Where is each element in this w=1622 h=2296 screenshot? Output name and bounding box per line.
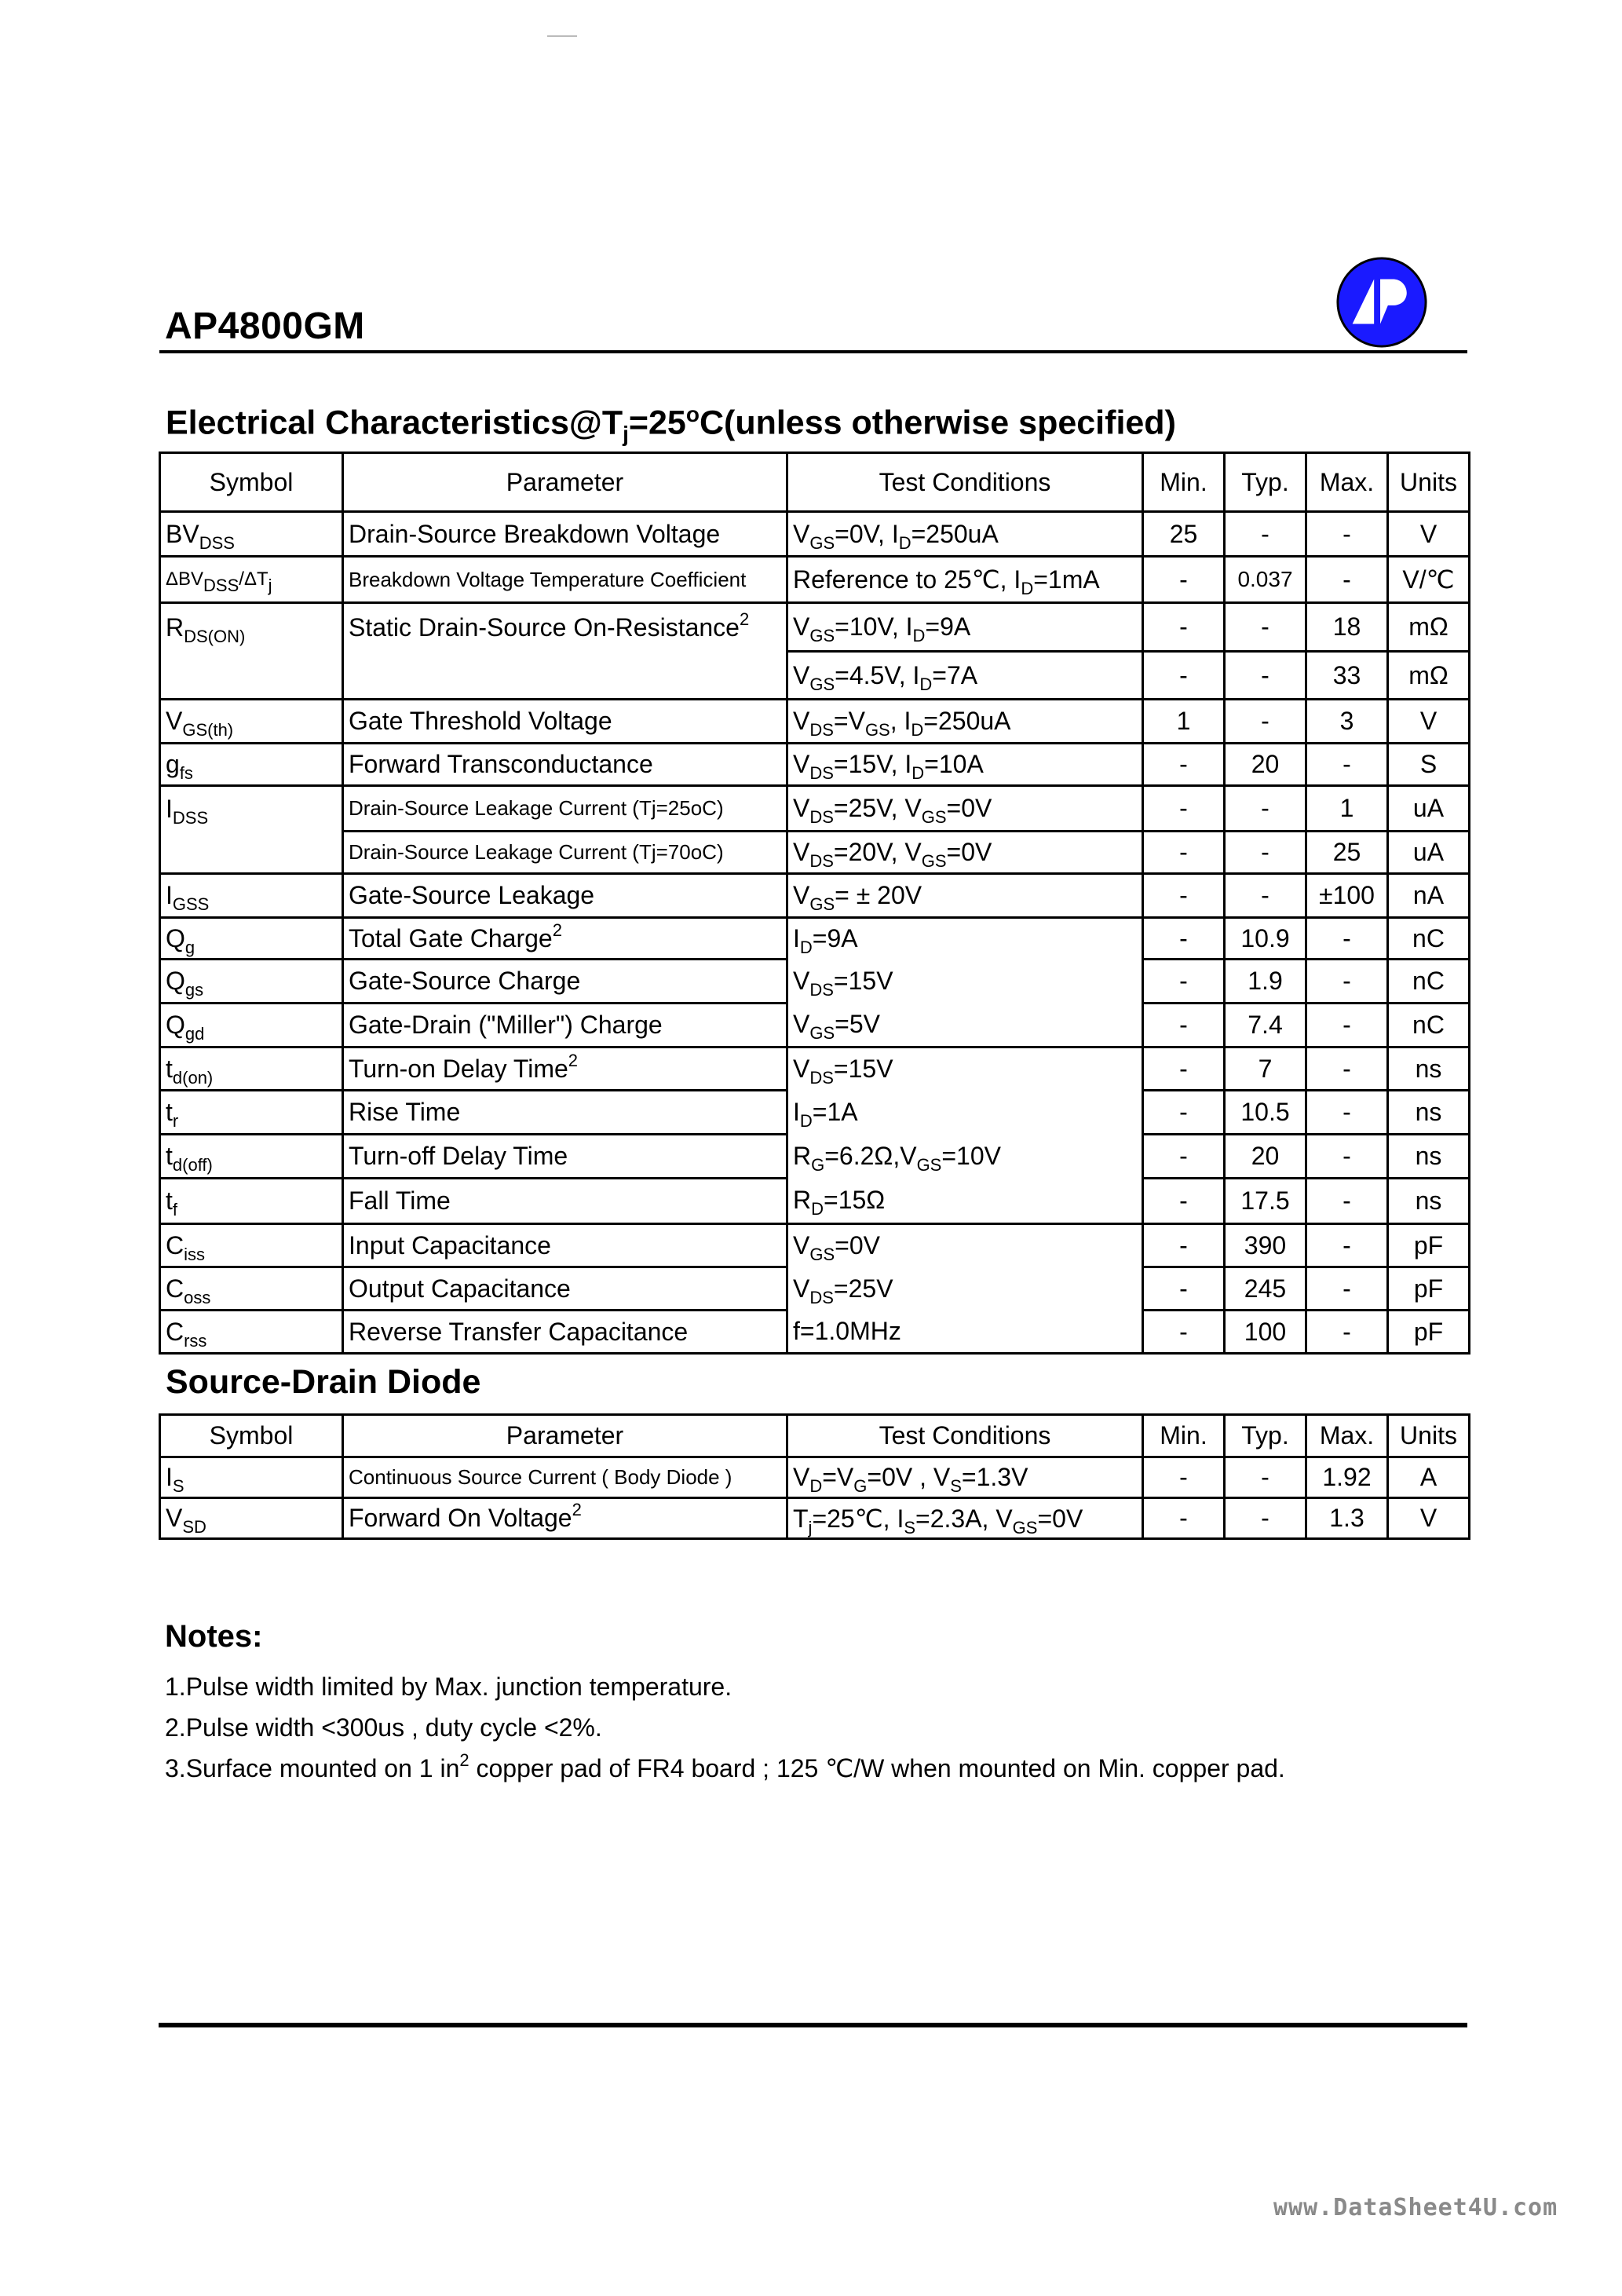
min-cell: - [1143, 1498, 1225, 1539]
min-cell: - [1143, 874, 1225, 918]
table-row [160, 1004, 1470, 1047]
typ-cell: - [1225, 832, 1306, 874]
typ-cell: - [1225, 700, 1306, 744]
symbol-cell: $I_{GSS}$ [160, 874, 343, 918]
parameter-cell: Forward On Voltage$^2$ [343, 1498, 787, 1539]
parameter-cell: Breakdown Voltage Temperature Coefficient [343, 557, 787, 603]
test-conditions-cell: $V_{DS}=25V$, $V_{GS}=0V$ [787, 786, 1143, 832]
parameter-cell: Gate Threshold Voltage [343, 700, 787, 744]
min-cell: - [1143, 1267, 1225, 1311]
units-cell: V/℃ [1388, 557, 1470, 603]
units-cell: ns [1388, 1135, 1470, 1179]
max-cell: 25 [1306, 832, 1388, 874]
typ-cell: - [1225, 1498, 1306, 1539]
test-conditions-cell: Reference to 25℃, $I_D=1mA$ [787, 557, 1143, 603]
table-row [160, 1498, 1470, 1539]
min-cell: - [1143, 1457, 1225, 1498]
table-row [160, 1091, 1470, 1135]
units-cell: mΩ [1388, 652, 1470, 700]
test-conditions-cell: $V_{DS}=20V$, $V_{GS}=0V$ [787, 832, 1143, 874]
column-header: Typ. [1225, 453, 1306, 512]
column-header: Min. [1143, 1415, 1225, 1457]
parameter-cell: Gate-Source Charge [343, 960, 787, 1004]
table-row [160, 700, 1470, 744]
min-cell: - [1143, 786, 1225, 832]
test-conditions-cell: $V_{DS}=V_{GS}$, $I_D=250uA$ [787, 700, 1143, 744]
table-row [160, 918, 1470, 960]
symbol-cell: $C_{oss}$ [160, 1267, 343, 1311]
test-conditions-cell: $V_{DS}=15V$, $I_D=10A$ [787, 744, 1143, 786]
symbol-cell: $V_{GS(th)}$ [160, 700, 343, 744]
test-conditions-cell: $V_{DS}=25V$ [787, 1267, 1143, 1311]
max-cell: - [1306, 557, 1388, 603]
note-item: 2.Pulse width <300us , duty cycle <2%. [165, 1713, 602, 1742]
parameter-cell: Output Capacitance [343, 1267, 787, 1311]
parameter-cell: Drain-Source Breakdown Voltage [343, 512, 787, 557]
parameter-cell: Drain-Source Leakage Current (Tj=70oC) [343, 832, 787, 874]
symbol-cell: $Q_{gd}$ [160, 1004, 343, 1047]
table-row [160, 1179, 1470, 1224]
column-header: Symbol [160, 1415, 343, 1457]
column-header: Units [1388, 453, 1470, 512]
test-conditions-cell: f=1.0MHz [787, 1311, 1143, 1354]
symbol-cell: $I_{DSS}$ [160, 786, 343, 832]
min-cell: - [1143, 960, 1225, 1004]
min-cell: - [1143, 1224, 1225, 1267]
units-cell: ns [1388, 1179, 1470, 1224]
max-cell: 33 [1306, 652, 1388, 700]
note-item: 3.Surface mounted on 1 $in^2$ copper pad of FR4 board ; 125 ℃/W when mounted on Min. copper pad. [165, 1750, 1285, 1782]
symbol-cell: $BV_{DSS}$ [160, 512, 343, 557]
units-cell: V [1388, 1498, 1470, 1539]
units-cell: mΩ [1388, 603, 1470, 652]
table-row [160, 744, 1470, 786]
table-row [160, 1311, 1470, 1354]
max-cell: 1.3 [1306, 1498, 1388, 1539]
test-conditions-cell: $V_{GS}=5V$ [787, 1004, 1143, 1047]
parameter-cell: Reverse Transfer Capacitance [343, 1311, 787, 1354]
max-cell: - [1306, 960, 1388, 1004]
parameter-cell: Drain-Source Leakage Current (Tj=25oC) [343, 786, 787, 832]
parameter-cell [343, 652, 787, 700]
max-cell: - [1306, 744, 1388, 786]
footer-rule [159, 2023, 1467, 2027]
max-cell: 18 [1306, 603, 1388, 652]
table-row [160, 786, 1470, 832]
electrical-characteristics-table [159, 452, 1470, 1355]
max-cell: - [1306, 1311, 1388, 1354]
units-cell: ns [1388, 1091, 1470, 1135]
notes-title: Notes: [165, 1619, 263, 1654]
table-row [160, 832, 1470, 874]
min-cell: - [1143, 557, 1225, 603]
table-row [160, 652, 1470, 700]
typ-cell: - [1225, 652, 1306, 700]
units-cell: nC [1388, 1004, 1470, 1047]
part-number-title: AP4800GM [165, 305, 365, 347]
column-header: Units [1388, 1415, 1470, 1457]
parameter-cell: Input Capacitance [343, 1224, 787, 1267]
typ-cell: 20 [1225, 1135, 1306, 1179]
max-cell: - [1306, 512, 1388, 557]
symbol-cell: $I_S$ [160, 1457, 343, 1498]
watermark: www.DataSheet4U.com [1273, 2194, 1558, 2221]
company-logo-icon [1335, 256, 1428, 349]
typ-cell: 10.5 [1225, 1091, 1306, 1135]
test-conditions-cell: $V_{GS}= \pm 20V$ [787, 874, 1143, 918]
min-cell: 1 [1143, 700, 1225, 744]
symbol-cell: $g_{fs}$ [160, 744, 343, 786]
symbol-cell [160, 652, 343, 700]
units-cell: uA [1388, 832, 1470, 874]
symbol-cell: $Q_{gs}$ [160, 960, 343, 1004]
table-row [160, 1267, 1470, 1311]
max-cell: - [1306, 1135, 1388, 1179]
table-row [160, 1047, 1470, 1091]
typ-cell: 100 [1225, 1311, 1306, 1354]
units-cell: nC [1388, 960, 1470, 1004]
table-row [160, 512, 1470, 557]
table-row [160, 1457, 1470, 1498]
max-cell: - [1306, 1004, 1388, 1047]
typ-cell: - [1225, 1457, 1306, 1498]
symbol-cell: $t_r$ [160, 1091, 343, 1135]
min-cell: - [1143, 744, 1225, 786]
test-conditions-cell: $V_{GS}=0V$ [787, 1224, 1143, 1267]
symbol-cell: $C_{iss}$ [160, 1224, 343, 1267]
symbol-cell: $Q_g$ [160, 918, 343, 960]
symbol-cell: $t_{d(on)}$ [160, 1047, 343, 1091]
header-rule [159, 350, 1467, 353]
max-cell: 3 [1306, 700, 1388, 744]
min-cell: - [1143, 1004, 1225, 1047]
parameter-cell: Static Drain-Source On-Resistance$^2$ [343, 603, 787, 652]
parameter-cell: Continuous Source Current ( Body Diode ) [343, 1457, 787, 1498]
parameter-cell: Rise Time [343, 1091, 787, 1135]
test-conditions-cell: $I_D=9A$ [787, 918, 1143, 960]
parameter-cell: Gate-Drain ("Miller") Charge [343, 1004, 787, 1047]
min-cell: - [1143, 1135, 1225, 1179]
max-cell: ±100 [1306, 874, 1388, 918]
parameter-cell: Turn-on Delay Time$^2$ [343, 1047, 787, 1091]
typ-cell: 17.5 [1225, 1179, 1306, 1224]
table-row [160, 1135, 1470, 1179]
min-cell: - [1143, 603, 1225, 652]
units-cell: nA [1388, 874, 1470, 918]
test-conditions-cell: $V_{DS}=15V$ [787, 1047, 1143, 1091]
column-header: Max. [1306, 1415, 1388, 1457]
table-header-row [160, 1415, 1470, 1457]
typ-cell: - [1225, 603, 1306, 652]
typ-cell: - [1225, 512, 1306, 557]
units-cell: pF [1388, 1224, 1470, 1267]
table-row [160, 874, 1470, 918]
table-row [160, 960, 1470, 1004]
typ-cell: - [1225, 874, 1306, 918]
column-header: Parameter [343, 1415, 787, 1457]
max-cell: - [1306, 1224, 1388, 1267]
column-header: Min. [1143, 453, 1225, 512]
min-cell: - [1143, 652, 1225, 700]
typ-cell: 7 [1225, 1047, 1306, 1091]
test-conditions-cell: $V_{GS}=10V$, $I_D=9A$ [787, 603, 1143, 652]
units-cell: V [1388, 700, 1470, 744]
table-row [160, 603, 1470, 652]
symbol-cell: ΔBVDSS/ΔTj [160, 557, 343, 603]
min-cell: - [1143, 918, 1225, 960]
column-header: Test Conditions [787, 1415, 1143, 1457]
parameter-cell: Gate-Source Leakage [343, 874, 787, 918]
column-header: Symbol [160, 453, 343, 512]
test-conditions-cell: $V_{GS}=4.5V$, $I_D=7A$ [787, 652, 1143, 700]
typ-cell: 0.037 [1225, 557, 1306, 603]
column-header: Parameter [343, 453, 787, 512]
symbol-cell: $t_f$ [160, 1179, 343, 1224]
units-cell: nC [1388, 918, 1470, 960]
test-conditions-cell: $V_D=V_G=0V$ , $V_S=1.3V$ [787, 1457, 1143, 1498]
units-cell: S [1388, 744, 1470, 786]
table-row [160, 1224, 1470, 1267]
electrical-characteristics-title: Electrical $Characteristics@T_j=25^oC(unless$ otherwise specified) [166, 402, 1176, 446]
test-conditions-cell: $R_D=15\Omega$ [787, 1179, 1143, 1224]
test-conditions-cell: $I_D=1A$ [787, 1091, 1143, 1135]
symbol-cell: $C_{rss}$ [160, 1311, 343, 1354]
max-cell: - [1306, 1091, 1388, 1135]
units-cell: A [1388, 1457, 1470, 1498]
test-conditions-cell: $R_G=6.2\Omega,V_{GS}=10V$ [787, 1135, 1143, 1179]
min-cell: - [1143, 832, 1225, 874]
max-cell: - [1306, 1047, 1388, 1091]
typ-cell: 7.4 [1225, 1004, 1306, 1047]
min-cell: - [1143, 1311, 1225, 1354]
table-row [160, 557, 1470, 603]
max-cell: 1 [1306, 786, 1388, 832]
units-cell: uA [1388, 786, 1470, 832]
max-cell: - [1306, 1179, 1388, 1224]
top-mark [547, 35, 577, 37]
min-cell: 25 [1143, 512, 1225, 557]
column-header: Typ. [1225, 1415, 1306, 1457]
typ-cell: 20 [1225, 744, 1306, 786]
parameter-cell: Total Gate Charge$^2$ [343, 918, 787, 960]
parameter-cell: Fall Time [343, 1179, 787, 1224]
source-drain-diode-title: Source-Drain Diode [166, 1363, 481, 1401]
test-conditions-cell: $V_{DS}=15V$ [787, 960, 1143, 1004]
table-header-row [160, 453, 1470, 512]
typ-cell: - [1225, 786, 1306, 832]
max-cell: - [1306, 1267, 1388, 1311]
min-cell: - [1143, 1179, 1225, 1224]
min-cell: - [1143, 1091, 1225, 1135]
parameter-cell: Turn-off Delay Time [343, 1135, 787, 1179]
typ-cell: 245 [1225, 1267, 1306, 1311]
typ-cell: 1.9 [1225, 960, 1306, 1004]
typ-cell: 390 [1225, 1224, 1306, 1267]
symbol-cell: $R_{DS(ON)}$ [160, 603, 343, 652]
max-cell: - [1306, 918, 1388, 960]
column-header: Test Conditions [787, 453, 1143, 512]
units-cell: V [1388, 512, 1470, 557]
symbol-cell: $V_{SD}$ [160, 1498, 343, 1539]
min-cell: - [1143, 1047, 1225, 1091]
typ-cell: 10.9 [1225, 918, 1306, 960]
symbol-cell [160, 832, 343, 874]
units-cell: pF [1388, 1311, 1470, 1354]
max-cell: 1.92 [1306, 1457, 1388, 1498]
units-cell: pF [1388, 1267, 1470, 1311]
column-header: Max. [1306, 453, 1388, 512]
test-conditions-cell: $V_{GS}=0V$, $I_D=250uA$ [787, 512, 1143, 557]
test-conditions-cell: $T_j=25℃$, $I_S=2.3A$, $V_{GS}=0V$ [787, 1498, 1143, 1539]
units-cell: ns [1388, 1047, 1470, 1091]
source-drain-diode-table [159, 1413, 1470, 1540]
note-item: 1.Pulse width limited by Max. junction temperature. [165, 1673, 732, 1701]
symbol-cell: $t_{d(off)}$ [160, 1135, 343, 1179]
parameter-cell: Forward Transconductance [343, 744, 787, 786]
